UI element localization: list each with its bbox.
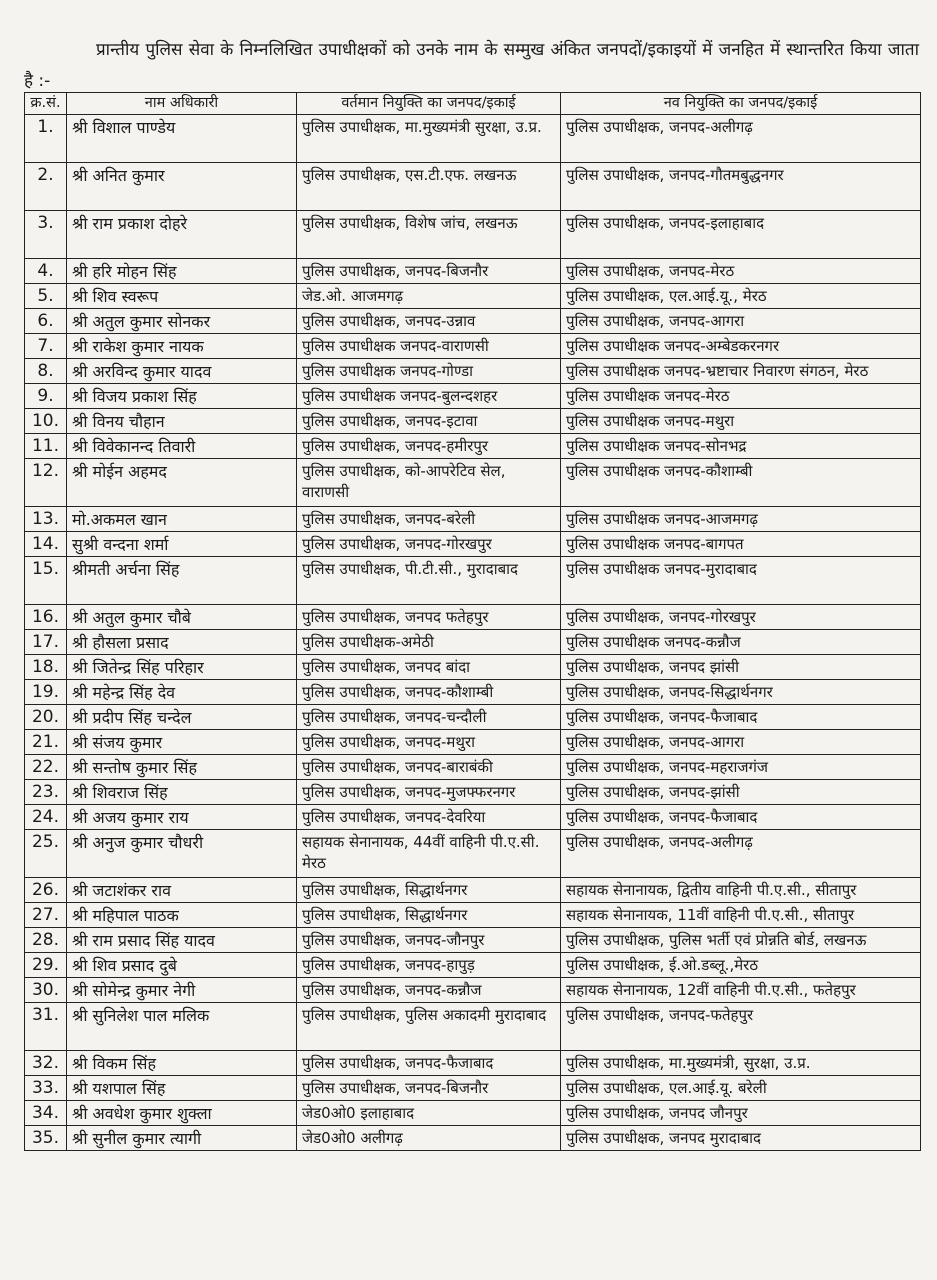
new-posting-cell: पुलिस उपाधीक्षक, मा.मुख्यमंत्री, सुरक्षा, उ.प्र. <box>561 1051 921 1076</box>
table-row <box>25 211 921 259</box>
new-posting-cell: पुलिस उपाधीक्षक, जनपद-फैजाबाद <box>561 805 921 830</box>
officer-name-cell: श्री हौसला प्रसाद <box>67 630 297 655</box>
table-row <box>25 928 921 953</box>
new-posting-cell: पुलिस उपाधीक्षक जनपद-अम्बेडकरनगर <box>561 334 921 359</box>
serial-number-cell: 34. <box>25 1101 67 1126</box>
officer-name-cell: श्री यशपाल सिंह <box>67 1076 297 1101</box>
table-row <box>25 903 921 928</box>
serial-number-cell: 4. <box>25 259 67 284</box>
current-posting-cell: पुलिस उपाधीक्षक, जनपद-फैजाबाद <box>297 1051 561 1076</box>
new-posting-cell: सहायक सेनानायक, 12वीं वाहिनी पी.ए.सी., फतेहपुर <box>561 978 921 1003</box>
current-posting-cell: जेड0ओ0 अलीगढ़ <box>297 1126 561 1151</box>
new-posting-cell: पुलिस उपाधीक्षक, जनपद-गौतमबुद्धनगर <box>561 163 921 211</box>
serial-number-cell: 10. <box>25 409 67 434</box>
intro-paragraph: प्रान्तीय पुलिस सेवा के निम्नलिखित उपाधीक्षकों को उनके नाम के सम्मुख अंकित जनपदों/इकाइयों में जनहित में स्थान्तरित किया जाता है :- <box>24 40 919 91</box>
serial-number-cell: 25. <box>25 830 67 878</box>
table-row <box>25 359 921 384</box>
new-posting-cell: पुलिस उपाधीक्षक, पुलिस भर्ती एवं प्रोन्नति बोर्ड, लखनऊ <box>561 928 921 953</box>
header-officer-name: नाम अधिकारी <box>67 93 297 115</box>
officer-name-cell: श्री विवेकानन्द तिवारी <box>67 434 297 459</box>
officer-name-cell: श्री राकेश कुमार नायक <box>67 334 297 359</box>
officer-name-cell: श्री अतुल कुमार चौबे <box>67 605 297 630</box>
current-posting-cell: पुलिस उपाधीक्षक, जनपद-चन्दौली <box>297 705 561 730</box>
officer-name-cell: श्री महेन्द्र सिंह देव <box>67 680 297 705</box>
current-posting-cell: पुलिस उपाधीक्षक जनपद-वाराणसी <box>297 334 561 359</box>
table-row <box>25 557 921 605</box>
table-row <box>25 655 921 680</box>
table-row <box>25 115 921 163</box>
serial-number-cell: 21. <box>25 730 67 755</box>
serial-number-cell: 19. <box>25 680 67 705</box>
officer-name-cell: श्री राम प्रकाश दोहरे <box>67 211 297 259</box>
officer-name-cell: श्री शिव प्रसाद दुबे <box>67 953 297 978</box>
new-posting-cell: पुलिस उपाधीक्षक जनपद-मुरादाबाद <box>561 557 921 605</box>
header-serial: क्र.सं. <box>25 93 67 115</box>
officer-name-cell: श्री महिपाल पाठक <box>67 903 297 928</box>
current-posting-cell: जेड.ओ. आजमगढ़ <box>297 284 561 309</box>
serial-number-cell: 3. <box>25 211 67 259</box>
new-posting-cell: पुलिस उपाधीक्षक, जनपद-इलाहाबाद <box>561 211 921 259</box>
new-posting-cell: पुलिस उपाधीक्षक, जनपद-फैजाबाद <box>561 705 921 730</box>
table-row <box>25 780 921 805</box>
new-posting-cell: पुलिस उपाधीक्षक जनपद-कन्नौज <box>561 630 921 655</box>
table-row <box>25 163 921 211</box>
table-row <box>25 1076 921 1101</box>
new-posting-cell: पुलिस उपाधीक्षक, जनपद-अलीगढ़ <box>561 830 921 878</box>
officer-name-cell: श्री विशाल पाण्डेय <box>67 115 297 163</box>
new-posting-cell: पुलिस उपाधीक्षक, जनपद-सिद्धार्थनगर <box>561 680 921 705</box>
serial-number-cell: 31. <box>25 1003 67 1051</box>
new-posting-cell: पुलिस उपाधीक्षक जनपद-सोनभद्र <box>561 434 921 459</box>
table-row <box>25 830 921 878</box>
new-posting-cell: पुलिस उपाधीक्षक, जनपद जौनपुर <box>561 1101 921 1126</box>
officer-name-cell: मो.अकमल खान <box>67 507 297 532</box>
header-current-posting: वर्तमान नियुक्ति का जनपद/इकाई <box>297 93 561 115</box>
table-row <box>25 978 921 1003</box>
serial-number-cell: 28. <box>25 928 67 953</box>
current-posting-cell: पुलिस उपाधीक्षक, पुलिस अकादमी मुरादाबाद <box>297 1003 561 1051</box>
serial-number-cell: 16. <box>25 605 67 630</box>
table-row <box>25 1051 921 1076</box>
table-row <box>25 1003 921 1051</box>
officer-name-cell: श्री अतुल कुमार सोनकर <box>67 309 297 334</box>
serial-number-cell: 29. <box>25 953 67 978</box>
officer-name-cell: श्री विकम सिंह <box>67 1051 297 1076</box>
serial-number-cell: 30. <box>25 978 67 1003</box>
new-posting-cell: सहायक सेनानायक, 11वीं वाहिनी पी.ए.सी., सीतापुर <box>561 903 921 928</box>
serial-number-cell: 27. <box>25 903 67 928</box>
serial-number-cell: 1. <box>25 115 67 163</box>
current-posting-cell: पुलिस उपाधीक्षक, जनपद-बिजनौर <box>297 1076 561 1101</box>
current-posting-cell: पुलिस उपाधीक्षक, जनपद-बिजनौर <box>297 259 561 284</box>
table-row <box>25 605 921 630</box>
new-posting-cell: पुलिस उपाधीक्षक, एल.आई.यू., मेरठ <box>561 284 921 309</box>
current-posting-cell: पुलिस उपाधीक्षक, जनपद-मथुरा <box>297 730 561 755</box>
table-row <box>25 284 921 309</box>
serial-number-cell: 24. <box>25 805 67 830</box>
current-posting-cell: पुलिस उपाधीक्षक, जनपद-बरेली <box>297 507 561 532</box>
new-posting-cell: पुलिस उपाधीक्षक, जनपद-झांसी <box>561 780 921 805</box>
officer-name-cell: श्री सोमेन्द्र कुमार नेगी <box>67 978 297 1003</box>
officer-name-cell: श्री सन्तोष कुमार सिंह <box>67 755 297 780</box>
officer-name-cell: श्री विनय चौहान <box>67 409 297 434</box>
serial-number-cell: 11. <box>25 434 67 459</box>
table-row <box>25 1101 921 1126</box>
serial-number-cell: 7. <box>25 334 67 359</box>
serial-number-cell: 8. <box>25 359 67 384</box>
serial-number-cell: 33. <box>25 1076 67 1101</box>
officer-name-cell: श्री जटाशंकर राव <box>67 878 297 903</box>
current-posting-cell: पुलिस उपाधीक्षक, विशेष जांच, लखनऊ <box>297 211 561 259</box>
current-posting-cell: पुलिस उपाधीक्षक, जनपद-मुजफ्फरनगर <box>297 780 561 805</box>
current-posting-cell: पुलिस उपाधीक्षक, जनपद-कौशाम्बी <box>297 680 561 705</box>
new-posting-cell: पुलिस उपाधीक्षक, जनपद-मेरठ <box>561 259 921 284</box>
current-posting-cell: पुलिस उपाधीक्षक-अमेठी <box>297 630 561 655</box>
officer-name-cell: श्री प्रदीप सिंह चन्देल <box>67 705 297 730</box>
new-posting-cell: पुलिस उपाधीक्षक, जनपद मुरादाबाद <box>561 1126 921 1151</box>
current-posting-cell: पुलिस उपाधीक्षक, जनपद-जौनपुर <box>297 928 561 953</box>
current-posting-cell: जेड0ओ0 इलाहाबाद <box>297 1101 561 1126</box>
current-posting-cell: पुलिस उपाधीक्षक, सिद्धार्थनगर <box>297 878 561 903</box>
table-row <box>25 384 921 409</box>
current-posting-cell: पुलिस उपाधीक्षक, मा.मुख्यमंत्री सुरक्षा, उ.प्र. <box>297 115 561 163</box>
new-posting-cell: सहायक सेनानायक, द्वितीय वाहिनी पी.ए.सी., सीतापुर <box>561 878 921 903</box>
officer-name-cell: श्री जितेन्द्र सिंह परिहार <box>67 655 297 680</box>
officer-name-cell: सुश्री वन्दना शर्मा <box>67 532 297 557</box>
officer-name-cell: श्री राम प्रसाद सिंह यादव <box>67 928 297 953</box>
current-posting-cell: पुलिस उपाधीक्षक, जनपद-देवरिया <box>297 805 561 830</box>
new-posting-cell: पुलिस उपाधीक्षक जनपद-मथुरा <box>561 409 921 434</box>
serial-number-cell: 23. <box>25 780 67 805</box>
serial-number-cell: 9. <box>25 384 67 409</box>
serial-number-cell: 26. <box>25 878 67 903</box>
officer-name-cell: श्री अजय कुमार राय <box>67 805 297 830</box>
current-posting-cell: पुलिस उपाधीक्षक, जनपद फतेहपुर <box>297 605 561 630</box>
table-row <box>25 705 921 730</box>
current-posting-cell: पुलिस उपाधीक्षक, को-आपरेटिव सेल, वाराणसी <box>297 459 561 507</box>
officer-name-cell: श्री अनुज कुमार चौधरी <box>67 830 297 878</box>
serial-number-cell: 14. <box>25 532 67 557</box>
current-posting-cell: पुलिस उपाधीक्षक, सिद्धार्थनगर <box>297 903 561 928</box>
serial-number-cell: 22. <box>25 755 67 780</box>
new-posting-cell: पुलिस उपाधीक्षक, जनपद-महराजगंज <box>561 755 921 780</box>
table-row <box>25 259 921 284</box>
officer-name-cell: श्री विजय प्रकाश सिंह <box>67 384 297 409</box>
serial-number-cell: 15. <box>25 557 67 605</box>
serial-number-cell: 5. <box>25 284 67 309</box>
officer-name-cell: श्री मोईन अहमद <box>67 459 297 507</box>
new-posting-cell: पुलिस उपाधीक्षक, जनपद-अलीगढ़ <box>561 115 921 163</box>
officer-name-cell: श्री सुनील कुमार त्यागी <box>67 1126 297 1151</box>
current-posting-cell: पुलिस उपाधीक्षक, जनपद-हमीरपुर <box>297 434 561 459</box>
officer-name-cell: श्री अवधेश कुमार शुक्ला <box>67 1101 297 1126</box>
current-posting-cell: पुलिस उपाधीक्षक, जनपद-इटावा <box>297 409 561 434</box>
new-posting-cell: पुलिस उपाधीक्षक जनपद-भ्रष्टाचार निवारण संगठन, मेरठ <box>561 359 921 384</box>
serial-number-cell: 6. <box>25 309 67 334</box>
table-row <box>25 630 921 655</box>
new-posting-cell: पुलिस उपाधीक्षक, जनपद-फतेहपुर <box>561 1003 921 1051</box>
transfer-table <box>24 92 921 1151</box>
officer-name-cell: श्री शिव स्वरूप <box>67 284 297 309</box>
table-row <box>25 755 921 780</box>
current-posting-cell: पुलिस उपाधीक्षक, जनपद-बाराबंकी <box>297 755 561 780</box>
serial-number-cell: 2. <box>25 163 67 211</box>
new-posting-cell: पुलिस उपाधीक्षक, जनपद-गोरखपुर <box>561 605 921 630</box>
new-posting-cell: पुलिस उपाधीक्षक जनपद-कौशाम्बी <box>561 459 921 507</box>
table-row <box>25 507 921 532</box>
table-row <box>25 309 921 334</box>
new-posting-cell: पुलिस उपाधीक्षक, जनपद-आगरा <box>561 309 921 334</box>
table-row <box>25 334 921 359</box>
officer-name-cell: श्री सुनिलेश पाल मलिक <box>67 1003 297 1051</box>
new-posting-cell: पुलिस उपाधीक्षक, जनपद झांसी <box>561 655 921 680</box>
current-posting-cell: पुलिस उपाधीक्षक, जनपद-गोरखपुर <box>297 532 561 557</box>
table-row <box>25 409 921 434</box>
officer-name-cell: श्री हरि मोहन सिंह <box>67 259 297 284</box>
new-posting-cell: पुलिस उपाधीक्षक जनपद-बागपत <box>561 532 921 557</box>
header-new-posting: नव नियुक्ति का जनपद/इकाई <box>561 93 921 115</box>
table-row <box>25 730 921 755</box>
table-row <box>25 434 921 459</box>
serial-number-cell: 20. <box>25 705 67 730</box>
current-posting-cell: पुलिस उपाधीक्षक, एस.टी.एफ. लखनऊ <box>297 163 561 211</box>
current-posting-cell: पुलिस उपाधीक्षक, पी.टी.सी., मुरादाबाद <box>297 557 561 605</box>
serial-number-cell: 12. <box>25 459 67 507</box>
new-posting-cell: पुलिस उपाधीक्षक, ई.ओ.डब्लू.,मेरठ <box>561 953 921 978</box>
current-posting-cell: पुलिस उपाधीक्षक, जनपद-उन्नाव <box>297 309 561 334</box>
current-posting-cell: पुलिस उपाधीक्षक जनपद-गोण्डा <box>297 359 561 384</box>
table-row <box>25 1126 921 1151</box>
current-posting-cell: सहायक सेनानायक, 44वीं वाहिनी पी.ए.सी. मेरठ <box>297 830 561 878</box>
officer-name-cell: श्रीमती अर्चना सिंह <box>67 557 297 605</box>
serial-number-cell: 35. <box>25 1126 67 1151</box>
current-posting-cell: पुलिस उपाधीक्षक, जनपद-हापुड़ <box>297 953 561 978</box>
table-row <box>25 878 921 903</box>
serial-number-cell: 13. <box>25 507 67 532</box>
table-row <box>25 532 921 557</box>
officer-name-cell: श्री अनित कुमार <box>67 163 297 211</box>
current-posting-cell: पुलिस उपाधीक्षक जनपद-बुलन्दशहर <box>297 384 561 409</box>
new-posting-cell: पुलिस उपाधीक्षक जनपद-आजमगढ़ <box>561 507 921 532</box>
serial-number-cell: 32. <box>25 1051 67 1076</box>
officer-name-cell: श्री शिवराज सिंह <box>67 780 297 805</box>
officer-name-cell: श्री अरविन्द कुमार यादव <box>67 359 297 384</box>
table-row <box>25 680 921 705</box>
table-row <box>25 953 921 978</box>
new-posting-cell: पुलिस उपाधीक्षक, एल.आई.यू. बरेली <box>561 1076 921 1101</box>
table-header-row <box>25 93 921 115</box>
serial-number-cell: 17. <box>25 630 67 655</box>
new-posting-cell: पुलिस उपाधीक्षक जनपद-मेरठ <box>561 384 921 409</box>
current-posting-cell: पुलिस उपाधीक्षक, जनपद बांदा <box>297 655 561 680</box>
table-row <box>25 459 921 507</box>
serial-number-cell: 18. <box>25 655 67 680</box>
current-posting-cell: पुलिस उपाधीक्षक, जनपद-कन्नौज <box>297 978 561 1003</box>
officer-name-cell: श्री संजय कुमार <box>67 730 297 755</box>
table-row <box>25 805 921 830</box>
new-posting-cell: पुलिस उपाधीक्षक, जनपद-आगरा <box>561 730 921 755</box>
